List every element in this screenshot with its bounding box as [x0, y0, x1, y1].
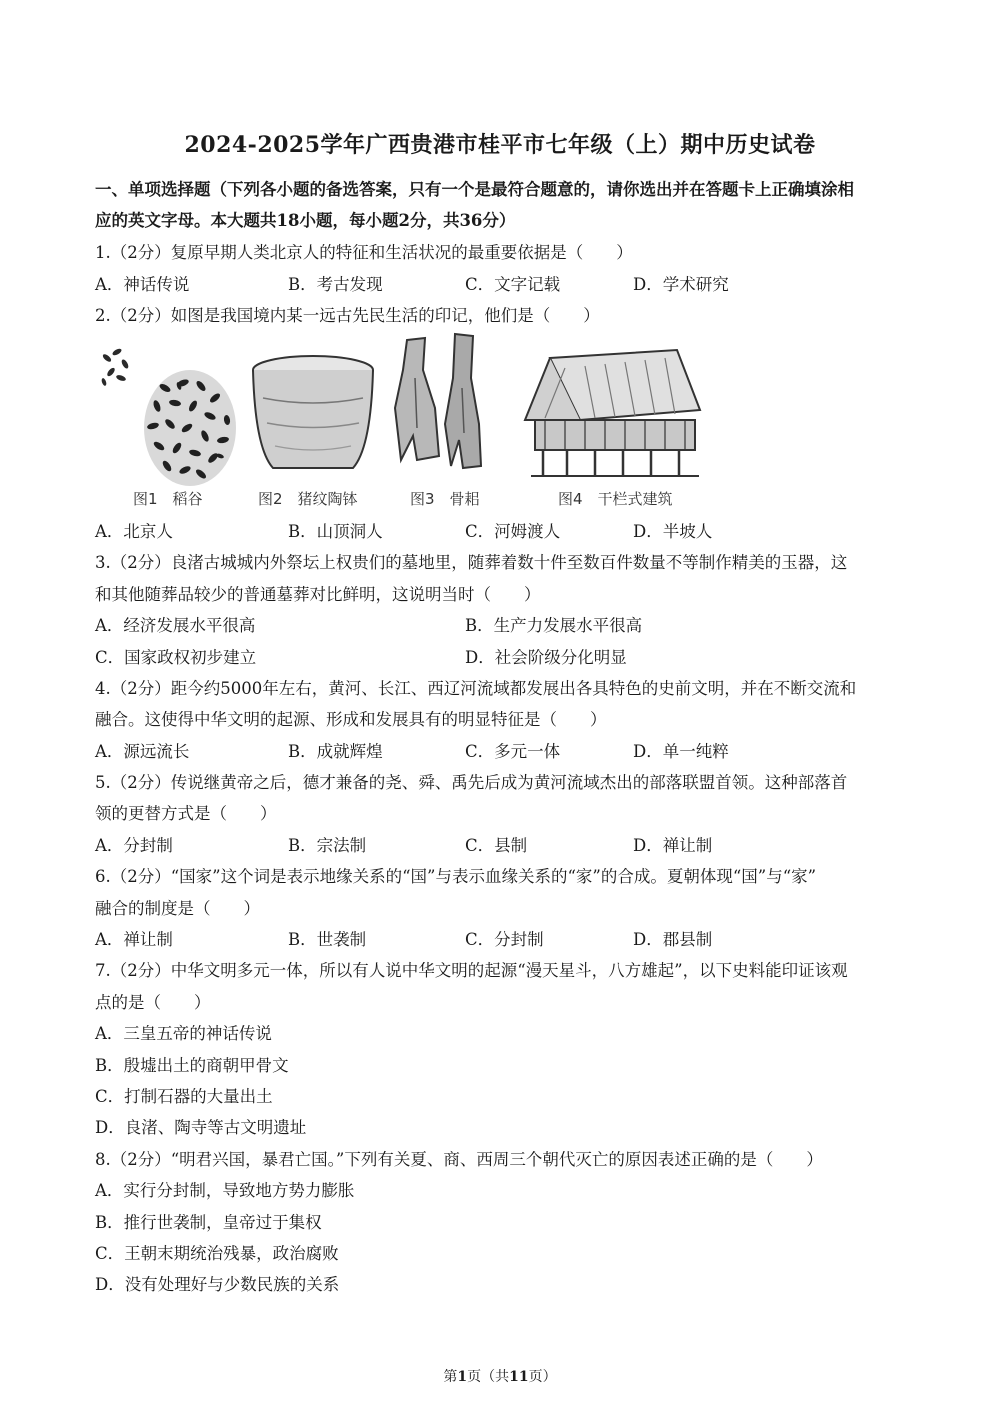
- question-6-stem-line2: 融合的制度是（ ）: [95, 899, 260, 918]
- page-number: 1: [457, 1369, 468, 1385]
- question-8-stem: 8.（2分）“明君兴国，暴君亡国。”下列有关夏、商、西周三个朝代灭亡的原因表述正确的是（ ）: [95, 1150, 823, 1169]
- option-c: C．多元一体: [465, 742, 561, 761]
- option-c: C．国家政权初步建立: [95, 648, 257, 667]
- rice-grain-image: [101, 347, 236, 486]
- question-8-option-b: B．推行世袭制，皇帝过于集权: [95, 1213, 322, 1232]
- question-5-stem-line1: 5.（2分）传说继黄帝之后，德才兼备的尧、舜、禹先后成为黄河流域杰出的部落联盟首领。这种部落首: [95, 773, 848, 792]
- option-b: B．世袭制: [288, 930, 367, 949]
- section-heading-line2: 应的英文字母。本大题共18小题，每小题2分，共36分）: [95, 211, 516, 230]
- option-a: A．源远流长: [95, 742, 190, 761]
- question-7-option-a: A．三皇五帝的神话传说: [95, 1024, 272, 1043]
- question-7-option-d: D．良渚、陶寺等古文明遗址: [95, 1118, 307, 1137]
- option-b: B．考古发现: [288, 275, 383, 294]
- option-d: D．郡县制: [633, 930, 713, 949]
- option-c: C．河姆渡人: [465, 522, 561, 541]
- question-7-option-b: B．殷墟出土的商朝甲骨文: [95, 1056, 289, 1075]
- option-c: C．县制: [465, 836, 528, 855]
- pottery-bowl-image: [253, 356, 373, 468]
- question-4-stem-line1: 4.（2分）距今约5000年左右，黄河、长江、西辽河流域都发展出各具特色的史前文明，并在不断交流和: [95, 679, 857, 698]
- option-a: A．北京人: [95, 522, 173, 541]
- question-8-option-c: C．王朝末期统治残暴，政治腐败: [95, 1244, 339, 1263]
- figure-caption-4: 图4 干栏式建筑: [558, 490, 673, 508]
- option-b: B．成就辉煌: [288, 742, 383, 761]
- option-a: A．分封制: [95, 836, 173, 855]
- section-heading-line1: 一、单项选择题（下列各小题的备选答案，只有一个是最符合题意的，请你选出并在答题卡上正确填涂相: [95, 180, 854, 199]
- question-2-figure: [95, 328, 705, 513]
- question-8-option-d: D．没有处理好与少数民族的关系: [95, 1275, 340, 1294]
- option-b: B．生产力发展水平很高: [465, 616, 643, 635]
- question-8-option-a: A．实行分封制，导致地方势力膨胀: [95, 1181, 355, 1200]
- bone-spade-image: [395, 334, 481, 468]
- question-5-stem-line2: 领的更替方式是（ ）: [95, 804, 277, 823]
- figure-caption-2: 图2 猪纹陶钵: [258, 490, 358, 508]
- question-3-stem-line2: 和其他随葬品较少的普通墓葬对比鲜明，这说明当时（ ）: [95, 585, 541, 604]
- option-d: D．单一纯粹: [633, 742, 729, 761]
- option-a: A．经济发展水平很高: [95, 616, 256, 635]
- question-4-stem-line2: 融合。这使得中华文明的起源、形成和发展具有的明显特征是（ ）: [95, 710, 607, 729]
- question-7-stem-line2: 点的是（ ）: [95, 993, 211, 1012]
- option-b: B．宗法制: [288, 836, 367, 855]
- option-b: B．山顶洞人: [288, 522, 383, 541]
- option-d: D．禅让制: [633, 836, 713, 855]
- page-title: 2024-2025学年广西贵港市桂平市七年级（上）期中历史试卷: [184, 132, 816, 158]
- page-total: 11: [509, 1369, 529, 1385]
- stilt-house-image: [525, 350, 700, 476]
- option-a: A．禅让制: [95, 930, 173, 949]
- option-c: C．文字记载: [465, 275, 561, 294]
- option-d: D．学术研究: [633, 275, 729, 294]
- question-1-stem: 1.（2分）复原早期人类北京人的特征和生活状况的最重要依据是（ ）: [95, 243, 633, 262]
- option-a: A．神话传说: [95, 275, 190, 294]
- option-d: D．社会阶级分化明显: [465, 648, 627, 667]
- question-7-option-c: C．打制石器的大量出土: [95, 1087, 273, 1106]
- option-c: C．分封制: [465, 930, 544, 949]
- question-6-stem-line1: 6.（2分）“国家”这个词是表示地缘关系的“国”与表示血缘关系的“家”的合成。夏朝体现“国”与“家”: [95, 867, 817, 886]
- figure-caption-3: 图3 骨耜: [410, 490, 480, 508]
- question-7-stem-line1: 7.（2分）中华文明多元一体，所以有人说中华文明的起源“漫天星斗，八方雄起”，以下史料能印证该观: [95, 961, 848, 980]
- question-3-stem-line1: 3.（2分）良渚古城城内外祭坛上权贵们的墓地里，随葬着数十件至数百件数量不等制作精美的玉器，这: [95, 553, 848, 572]
- page-footer: 第1页（共11页）: [443, 1369, 557, 1385]
- figure-caption-1: 图1 稻谷: [133, 490, 203, 508]
- question-2-stem: 2.（2分）如图是我国境内某一远古先民生活的印记，他们是（ ）: [95, 306, 600, 325]
- option-d: D．半坡人: [633, 522, 713, 541]
